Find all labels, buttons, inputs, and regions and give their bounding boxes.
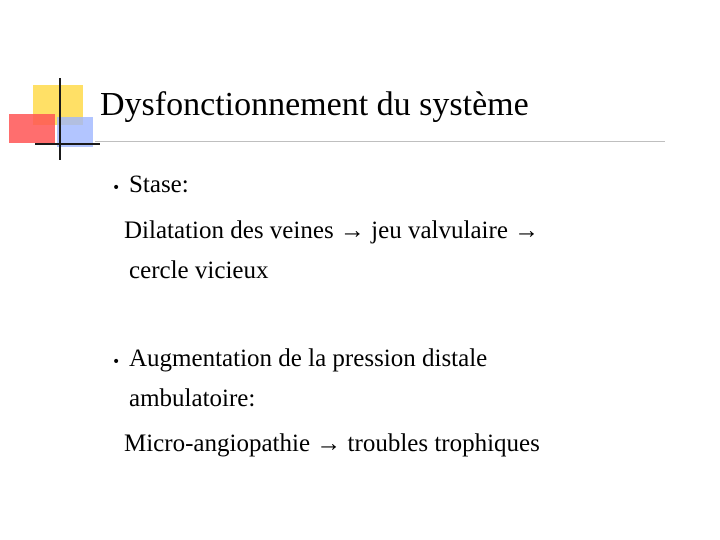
bullet-text-line: Micro-angiopathie → troubles trophiques (124, 430, 540, 457)
bullet-dot: • (112, 180, 121, 196)
bullet-heading: Augmentation de la pression distale (129, 345, 488, 372)
bullet-text-line: Dilatation des veines → jeu valvulaire → (124, 217, 540, 244)
bullet-text-line: ambulatoire: (129, 385, 256, 412)
bullet-heading: Stase: (129, 171, 189, 198)
bullet-text-line: cercle vicieux (129, 257, 269, 284)
slide-title: Dysfonctionnement du système (100, 86, 529, 123)
bullet-dot: • (112, 354, 121, 370)
